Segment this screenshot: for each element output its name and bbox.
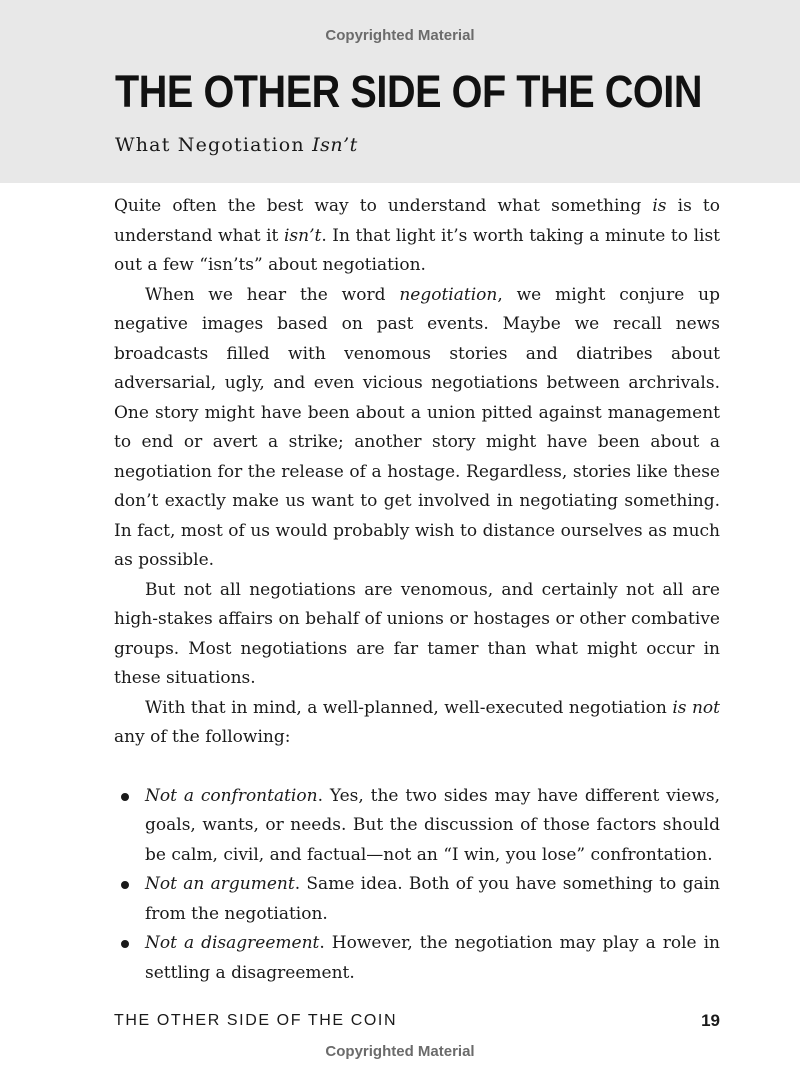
bullet-lead: Not an argument	[145, 874, 295, 894]
bullet-dot-icon	[121, 940, 129, 948]
paragraph-1	[114, 192, 720, 281]
running-head: THE OTHER SIDE OF THE COIN	[114, 1012, 398, 1029]
paragraph-4-emphasis: is not	[672, 697, 720, 718]
bullet-item	[114, 782, 720, 871]
bullet-text: . However, the negotiation may play a role in settling a disagreement.	[145, 933, 720, 983]
chapter-subtitle-text: What Negotiation	[115, 134, 313, 156]
paragraph-spacer	[114, 753, 720, 782]
bullet-item	[114, 870, 720, 929]
paragraph-2-text-2: , we might conjure up negative images based on past events. Maybe we recall news broadcasts filled with venomous stories and diatribes about adversarial, ugly, and even vicious negotiations between archrivals. One story might have been about a union pitted against management to end or avert a strike; another story might have been about a negotiation for the release of a hostage. Regardless, stories like these don’t exactly make us want to get involved in negotiating something. In fact, most of us would probably wish to distance ourselves as much as possible.	[114, 284, 721, 570]
paragraph-4	[114, 694, 720, 753]
bullet-dot-icon	[121, 793, 129, 801]
paragraph-2-text-1: When we hear the word	[145, 284, 400, 305]
paragraph-4-text-1: With that in mind, a well-planned, well-executed negotiation	[145, 697, 673, 718]
bullet-list	[114, 782, 720, 989]
paragraph-2-emphasis: negotiation	[399, 284, 498, 305]
paragraph-4-text-2: any of the following:	[114, 727, 291, 747]
chapter-title: THE OTHER SIDE OF THE COIN	[115, 66, 703, 117]
copyright-watermark-top: Copyrighted Material	[325, 27, 475, 44]
body-text	[114, 192, 720, 988]
bullet-lead: Not a confrontation	[145, 785, 318, 806]
chapter-subtitle	[115, 134, 358, 156]
page-number: 19	[701, 1011, 720, 1030]
bullet-text: . Yes, the two sides may have different views, goals, wants, or needs. But the discussion of those factors should be calm, civil, and factual—not an “I win, you lose” confrontation.	[145, 785, 720, 865]
paragraph-2	[114, 281, 720, 576]
bullet-lead: Not a disagreement	[145, 933, 320, 953]
paragraph-1-text-1: Quite often the best way to understand what something	[114, 196, 653, 216]
bullet-dot-icon	[121, 881, 129, 889]
copyright-watermark-bottom: Copyrighted Material	[325, 1043, 475, 1060]
paragraph-3: But not all negotiations are venomous, and certainly not all are high-stakes affairs on behalf of unions or hostages or other combative groups. Most negotiations are far tamer than what might occur in these situations.	[114, 579, 720, 688]
bullet-text: . Same idea. Both of you have something to gain from the negotiation.	[145, 874, 720, 924]
paragraph-1-text-3: . In that light it’s worth taking a minute to list out a few “isn’ts” about negotiation.	[114, 225, 721, 275]
paragraph-1-text-2: is to understand what it	[114, 196, 720, 246]
chapter-subtitle-emphasis: Isn’t	[312, 134, 358, 156]
paragraph-1-emphasis-2: isn’t	[283, 225, 322, 246]
bullet-item	[114, 929, 720, 988]
paragraph-1-emphasis-1: is	[652, 196, 667, 216]
